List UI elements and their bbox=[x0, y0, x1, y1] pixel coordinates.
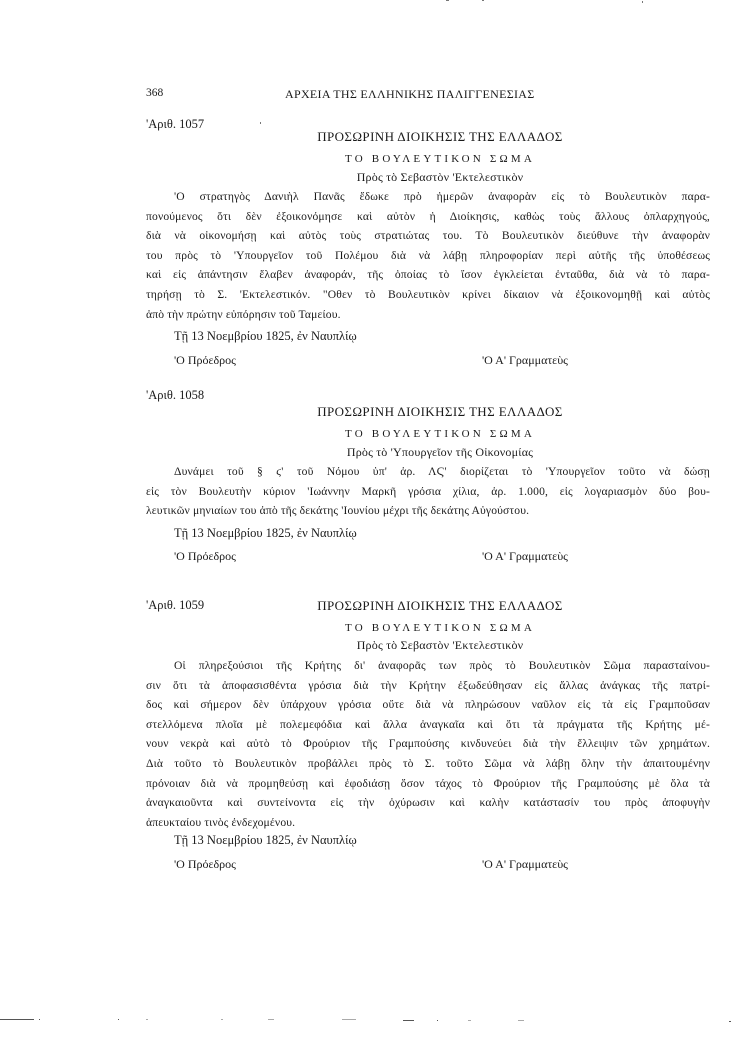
signatory-secretary: 'Ο Α' Γραμματεὺς bbox=[482, 549, 568, 563]
body-line: πονούμενος ὅτι δὲν ἐξοικονόμησε καὶ αὐτὸν ἡ Διοίκησις, καθὼς τοὺς ἄλλους ὁπλαρχηγούς, bbox=[146, 209, 710, 223]
date-place: Τῇ 13 Νοεμβρίου 1825, ἐν Ναυπλίῳ bbox=[174, 526, 357, 540]
entry-heading: ΠΡΟΣΩΡΙΝΗ ΔΙΟΙΚΗΣΙΣ ΤΗΣ ΕΛΛΑΔΟΣ bbox=[317, 129, 563, 144]
entry-body bbox=[146, 187, 710, 324]
body-line: Διὰ τοῦτο τὸ Βουλευτικὸν προβάλλει πρὸς τὸ Σ. τοῦτο Σῶμα νὰ λάβῃ ὅλην τὴν ἀπαιτουμένην bbox=[146, 756, 710, 770]
date-place: Τῇ 13 Νοεμβρίου 1825, ἐν Ναυπλίῳ bbox=[174, 833, 357, 847]
body-line: διὰ νὰ οἰκονομήσῃ καὶ αὐτὸς τοὺς στρατιώτας του. Τὸ Βουλευτικὸν διεύθυνε τὴν ἀναφορὰν bbox=[146, 229, 710, 243]
entry-number: 'Αριθ. 1059 bbox=[146, 598, 205, 612]
body-line: εἰς τὸν Βουλευτὴν κύριον 'Ιωάννην Μαρκῆ γρόσια χίλια, ἀρ. 1.000, εἰς λογαριασμὸν δύο βου- bbox=[146, 484, 710, 498]
scan-speck bbox=[260, 122, 261, 124]
signatory-secretary: 'Ο Α' Γραμματεὺς bbox=[482, 353, 568, 367]
scan-speck bbox=[642, 1, 643, 3]
date-place: Τῇ 13 Νοεμβρίου 1825, ἐν Ναυπλίῳ bbox=[174, 329, 357, 343]
page-number: 368 bbox=[146, 87, 164, 99]
entry-heading: ΠΡΟΣΩΡΙΝΗ ΔΙΟΙΚΗΣΙΣ ΤΗΣ ΕΛΛΑΔΟΣ bbox=[317, 404, 563, 419]
body-line: ἀπευκταίου τινὸς ἐνδεχομένου. bbox=[146, 815, 296, 829]
entry-addressee: Πρὸς τὸ Σεβαστὸν 'Εκτελεστικὸν bbox=[356, 638, 524, 652]
scan-speck bbox=[482, 0, 484, 1]
body-line: ἀναγκαιοῦντα καὶ συντείνοντα εἰς τὴν ὀχύρωσιν καὶ καλὴν κατάστασίν του πρὸς ἀποφυγὴν bbox=[146, 796, 710, 810]
signatory-president: 'Ο Πρόεδρος bbox=[174, 857, 236, 871]
entry-subheading: ΤΟ ΒΟΥΛΕΥΤΙΚΟΝ ΣΩΜΑ bbox=[344, 153, 536, 165]
body-line: νουν νεκρὰ καὶ αὐτὸ τὸ Φρούριον τῆς Γραμπούσης κινδυνεύει διὰ τὴν ἔλλειψιν τῶν χρημάτων. bbox=[146, 737, 710, 751]
scan-edge-artifact bbox=[0, 1019, 744, 1021]
entry-body bbox=[146, 462, 710, 521]
body-line: τηρήσῃ τὸ Σ. 'Εκτελεστικόν. "Οθεν τὸ Βουλευτικὸν κρίνει δίκαιον νὰ ἐξοικονομηθῇ καὶ αὐτὸς bbox=[146, 287, 710, 301]
body-line: πρόνοιαν διὰ νὰ προμηθεύσῃ καὶ ἐφοδιάσῃ ὅσον τάχος τὸ Φρούριον τῆς Γραμπούσης μὲ ὅλα τὰ bbox=[146, 776, 710, 790]
body-line: λευτικῶν μηνιαίων του ἀπὸ τῆς δεκάτης 'Ιουνίου μέχρι τῆς δεκάτης Αὐγούστου. bbox=[146, 504, 530, 518]
running-title: ΑΡΧΕΙΑ ΤΗΣ ΕΛΛΗΝΙΚΗΣ ΠΑΛΙΓΓΕΝΕΣΙΑΣ bbox=[285, 87, 535, 101]
signatory-president: 'Ο Πρόεδρος bbox=[174, 353, 236, 367]
running-head bbox=[146, 87, 706, 105]
entry-heading: ΠΡΟΣΩΡΙΝΗ ΔΙΟΙΚΗΣΙΣ ΤΗΣ ΕΛΛΑΔΟΣ bbox=[317, 598, 563, 613]
body-line: 'Ο στρατηγὸς Δανιὴλ Πανᾶς ἔδωκε πρὸ ἡμερῶν ἀναφορὰν εἰς τὸ Βουλευτικὸν παρα- bbox=[174, 190, 710, 203]
body-line: στελλόμενα πλοῖα μὲ πολεμεφόδια καὶ ἄλλα ἀναγκαῖα καὶ ὅτι τὰ πράγματα τῆς Κρήτης μέ- bbox=[146, 717, 710, 731]
entry-number: 'Αριθ. 1058 bbox=[146, 388, 205, 402]
entry-addressee: Πρὸς τὸ Σεβαστὸν 'Εκτελεστικὸν bbox=[356, 170, 524, 184]
body-line: δος καὶ σήμερον δὲν ὑπάρχουν γρόσια οὔτε διὰ νὰ πληρώσουν ναῦλον εἰς τὰ εἰς Γραμποῦσαν bbox=[146, 698, 710, 712]
entry-subheading: ΤΟ ΒΟΥΛΕΥΤΙΚΟΝ ΣΩΜΑ bbox=[344, 428, 536, 440]
body-line: καὶ εἰς ἀπάντησιν ἔλαβεν ἀναφοράν, τῆς ὁποίας τὸ ἴσον ἐγκλείεται ἐνταῦθα, διὰ νὰ τὸ παρα- bbox=[146, 268, 710, 282]
entry-addressee: Πρὸς τὸ 'Υπουργεῖον τῆς Οἰκονομίας bbox=[346, 445, 534, 459]
entry-body bbox=[146, 656, 710, 832]
entry-subheading: ΤΟ ΒΟΥΛΕΥΤΙΚΟΝ ΣΩΜΑ bbox=[344, 622, 536, 634]
entry-number: 'Αριθ. 1057 bbox=[146, 117, 205, 131]
body-line: του πρὸς τὸ 'Υπουργεῖον τοῦ Πολέμου διὰ νὰ λάβῃ πληροφορίαν περὶ αὐτῆς τῆς ὑποθέσεως bbox=[146, 248, 710, 262]
body-line: σιν ὅτι τὰ ἀποφασισθέντα γρόσια διὰ τὴν Κρήτην ἐξωδεύθησαν εἰς ἄλλας ἀνάγκας τῆς πατρί- bbox=[146, 678, 710, 692]
body-line: Δυνάμει τοῦ § ϛ' τοῦ Νόμου ὑπ' ἀρ. ΛϚ' διορίζεται τὸ 'Υπουργεῖον τοῦτο νὰ δώσῃ bbox=[174, 465, 710, 478]
body-line: Οἱ πληρεξούσιοι τῆς Κρήτης δι' ἀναφορᾶς των πρὸς τὸ Βουλευτικὸν Σῶμα παρασταίνου- bbox=[174, 659, 710, 672]
scan-speck bbox=[446, 0, 449, 1]
signatory-president: 'Ο Πρόεδρος bbox=[174, 549, 236, 563]
body-line: ἀπὸ τὴν πρώτην εὐπόρησιν τοῦ Ταμείου. bbox=[146, 307, 341, 321]
signatory-secretary: 'Ο Α' Γραμματεὺς bbox=[482, 857, 568, 871]
